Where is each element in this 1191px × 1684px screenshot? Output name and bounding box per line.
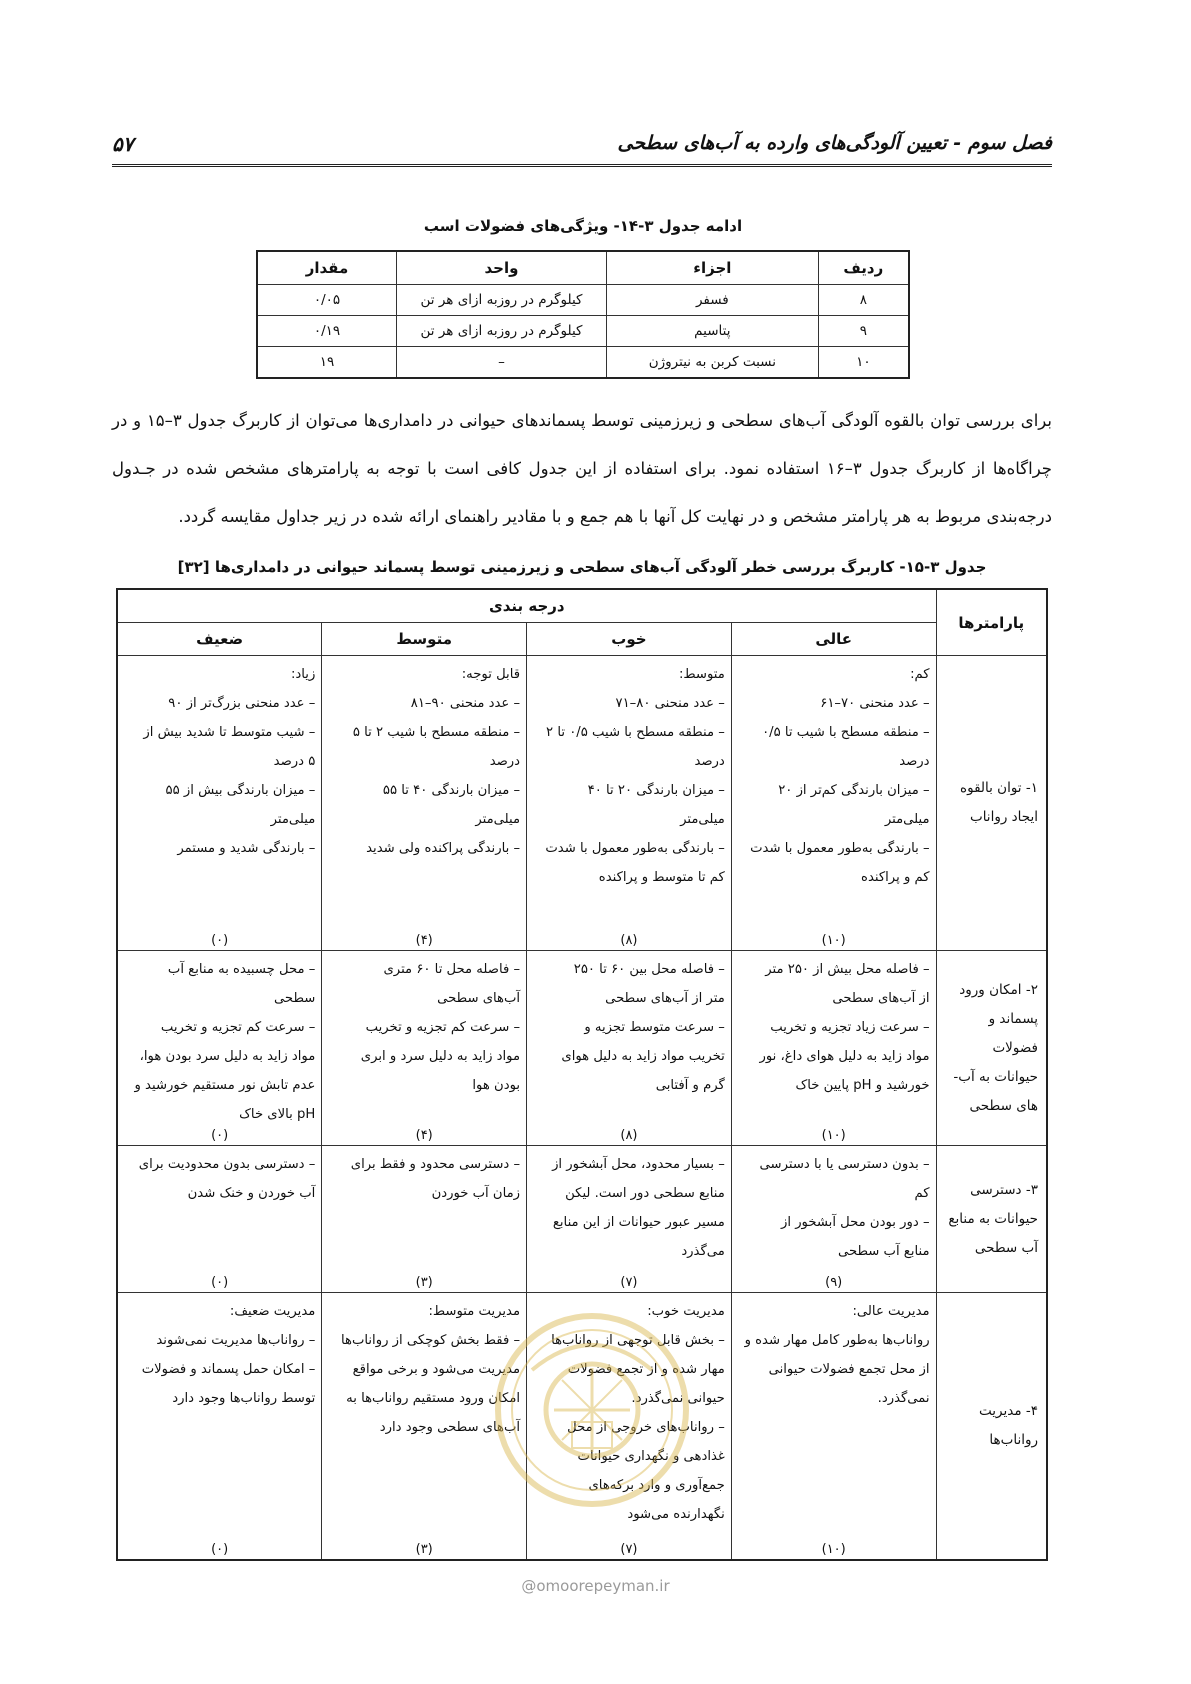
- criteria-line: قابل توجه:: [461, 667, 521, 682]
- criteria-line: مدیریت خوب:: [647, 1304, 725, 1319]
- cell-value: ۰/۱۹: [257, 316, 397, 347]
- grade-cell-weak: [117, 951, 322, 1146]
- cell-component: فسفر: [606, 285, 818, 316]
- criteria-line: میلی‌متر: [270, 812, 316, 827]
- cell-row: ۱۰: [818, 347, 909, 379]
- criteria-line: می‌گذرد: [681, 1244, 725, 1259]
- param-line: رواناب‌ها: [989, 1432, 1038, 1448]
- criteria-line: درصد: [899, 754, 930, 769]
- grade-cell-excellent: [731, 951, 936, 1146]
- criteria-line: – بارندگی پراکنده ولی شدید: [366, 841, 521, 856]
- param-line: فضولات: [992, 1039, 1038, 1056]
- cell-unit: کیلوگرم در روزبه ازای هر تن: [397, 316, 607, 347]
- grade-excellent: عالی: [731, 623, 936, 656]
- cell-unit: کیلوگرم در روزبه ازای هر تن: [397, 285, 607, 316]
- criteria-list: [533, 660, 725, 892]
- criteria-line: مواد زاید به دلیل سرد بودن هوا،: [139, 1049, 316, 1064]
- criteria-line: از آب‌های سطحی: [832, 991, 930, 1006]
- table-row: [257, 316, 909, 347]
- criteria-line: متر از آب‌های سطحی: [605, 991, 725, 1006]
- table-row: [117, 1146, 1047, 1293]
- grade-cell-medium: [322, 1146, 527, 1293]
- criteria-line: آب‌های سطحی وجود دارد: [379, 1420, 521, 1435]
- criteria-list: [533, 1150, 725, 1266]
- criteria-line: – فقط بخش کوچکی از رواناب‌ها: [340, 1333, 521, 1348]
- criteria-line: مدیریت ضعیف:: [229, 1304, 316, 1319]
- grade-cell-excellent: [731, 656, 936, 951]
- criteria-line: – منطقه مسطح با شیب ۲ تا ۵: [352, 725, 521, 740]
- grade-cell-weak: [117, 1293, 322, 1561]
- param-line: ۴- مدیریت: [979, 1403, 1038, 1419]
- criteria-line: – عدد منحنی ۹۰–۸۱: [410, 696, 521, 711]
- criteria-line: سطحی: [273, 991, 316, 1006]
- criteria-line: منابع آب سطحی: [837, 1244, 930, 1259]
- criteria-line: غذادهی و نگهداری حیوانات: [577, 1449, 725, 1464]
- criteria-list: [124, 660, 315, 863]
- param-line: پسماند و: [988, 1010, 1038, 1027]
- col-header-value: مقدار: [257, 251, 397, 285]
- cell-component: پتاسیم: [606, 316, 818, 347]
- grade-cell-good: [527, 951, 732, 1146]
- criteria-line: گرم و آفتابی: [655, 1078, 725, 1093]
- criteria-line: – میزان بارندگی ۲۰ تا ۴۰: [587, 783, 725, 798]
- criteria-line: – سرعت متوسط تجزیه و: [584, 1020, 725, 1035]
- criteria-line: زیاد:: [290, 667, 316, 682]
- criteria-line: – دور بودن محل آبشخور از: [780, 1215, 930, 1230]
- criteria-line: متوسط:: [678, 667, 725, 682]
- grade-score: (۴): [415, 1128, 433, 1143]
- criteria-line: نگهدارنده می‌شود: [627, 1507, 725, 1522]
- criteria-list: [124, 1297, 315, 1413]
- criteria-line: – بارندگی به‌طور معمول با شدت: [750, 841, 930, 856]
- criteria-line: زمان آب خوردن: [431, 1186, 521, 1201]
- criteria-line: مدیریت عالی:: [852, 1304, 930, 1319]
- grade-cell-excellent: [731, 1293, 936, 1561]
- grade-score: (۱۰): [821, 1128, 846, 1143]
- grade-score: (۰): [211, 933, 229, 948]
- criteria-line: – بارندگی به‌طور معمول با شدت: [545, 841, 725, 856]
- criteria-line: از محل تجمع فضولات حیوانی: [768, 1362, 930, 1377]
- criteria-line: – بسیار محدود، محل آبشخور از: [552, 1157, 725, 1172]
- criteria-line: – منطقه مسطح با شیب ۰/۵ تا ۲: [546, 725, 725, 740]
- criteria-list: [328, 660, 520, 863]
- cell-value: ۱۹: [257, 347, 397, 379]
- grade-score: (۳): [415, 1542, 433, 1557]
- param-line: ۱- توان بالقوه: [960, 780, 1038, 796]
- criteria-line: عدم تابش نور مستقیم خورشید و: [134, 1078, 316, 1093]
- grade-cell-weak: [117, 656, 322, 951]
- cell-value: ۰/۰۵: [257, 285, 397, 316]
- criteria-line: – میزان بارندگی ۴۰ تا ۵۵: [382, 783, 521, 798]
- criteria-line: درصد: [489, 754, 521, 769]
- criteria-line: درصد: [694, 754, 725, 769]
- criteria-line: – محل چسبیده به منابع آب: [167, 962, 316, 977]
- criteria-line: میلی‌متر: [680, 812, 725, 827]
- grade-cell-good: [527, 1146, 732, 1293]
- criteria-list: [738, 955, 930, 1100]
- page-header: [112, 128, 1052, 167]
- criteria-line: pH بالای خاک: [239, 1107, 316, 1122]
- criteria-line: مهار شده و از تجمع فضولات: [567, 1362, 725, 1377]
- criteria-line: – فاصله محل تا ۶۰ متری: [383, 962, 521, 977]
- param-line: های سطحی: [969, 1097, 1038, 1114]
- grade-score: (۴): [415, 933, 433, 948]
- grade-weak: ضعیف: [117, 623, 322, 656]
- grade-score: (۱۰): [821, 933, 846, 948]
- criteria-line: – منطقه مسطح با شیب تا ۰/۵: [762, 725, 930, 740]
- criteria-line: – میزان بارندگی بیش از ۵۵: [165, 783, 316, 798]
- grade-good: خوب: [527, 623, 732, 656]
- criteria-line: کم تا متوسط و پراکنده: [598, 870, 725, 885]
- at-icon: @: [521, 1577, 537, 1595]
- criteria-list: [124, 955, 315, 1129]
- criteria-line: – شیب متوسط تا شدید بیش از: [143, 725, 316, 740]
- grade-names-row: [117, 623, 1047, 656]
- criteria-line: کم:: [910, 667, 930, 682]
- param-line: ایجاد رواناب: [969, 809, 1038, 825]
- param-cell: [936, 1146, 1047, 1293]
- grade-score: (۰): [211, 1542, 229, 1557]
- criteria-line: جمع‌آوری و وارد برکه‌های: [588, 1478, 725, 1493]
- criteria-line: میلی‌متر: [884, 812, 930, 827]
- criteria-line: – فاصله محل بین ۶۰ تا ۲۵۰: [573, 962, 725, 977]
- criteria-list: [738, 1297, 930, 1413]
- table-row: [257, 347, 909, 379]
- criteria-line: تخریب مواد زاید به دلیل هوای: [561, 1049, 725, 1064]
- website-text: omoorepeyman.ir: [536, 1577, 670, 1595]
- param-line: ۳- دسترسی: [970, 1181, 1038, 1198]
- criteria-line: کم: [914, 1186, 930, 1201]
- criteria-line: میلی‌متر: [475, 812, 521, 827]
- grade-score: (۸): [620, 1128, 638, 1143]
- criteria-line: آب‌های سطحی: [437, 991, 521, 1006]
- grade-score: (۳): [415, 1275, 433, 1290]
- params-header: پارامترها: [936, 589, 1047, 656]
- grade-score: (۰): [211, 1275, 229, 1290]
- criteria-line: – میزان بارندگی کم‌تر از ۲۰: [778, 783, 930, 798]
- grade-cell-excellent: [731, 1146, 936, 1293]
- table-row: [117, 951, 1047, 1146]
- cell-row: ۹: [818, 316, 909, 347]
- col-header-unit: واحد: [397, 251, 607, 285]
- chapter-title: فصل سوم - تعیین آلودگی‌های وارده به آب‌های سطحی: [617, 132, 1052, 154]
- param-line: ۲- امکان ورود: [959, 981, 1038, 998]
- grade-cell-medium: [322, 656, 527, 951]
- grade-score: (۹): [825, 1275, 843, 1290]
- table1-caption: ادامه جدول ۳-۱۴- ویژگی‌های فضولات اسب: [423, 217, 743, 235]
- criteria-line: – دسترسی محدود و فقط برای: [350, 1157, 521, 1172]
- criteria-line: بودن هوا: [472, 1078, 521, 1093]
- param-cell: [936, 656, 1047, 951]
- table-header-row: [257, 251, 909, 285]
- criteria-line: – بارندگی شدید و مستمر: [177, 841, 316, 856]
- body-paragraph: برای بررسی توان بالقوه آلودگی آب‌های سطحی و زیرزمینی توسط پسماندهای حیوانی در دامداری‌ها می‌توان از کاربرگ جدول ۳–۱۵ و در چراگاه‌ها از کاربرگ جدول ۳–۱۶ استفاده نمود. برای استفاده از این جدول کافی است با توجه به پارامترهای مشخص شده در جـدول درجه‌بندی مربوط به هر پارامتر مشخص و در نهایت کل آنها با هم جمع و با مقادیر راهنمای ارائه شده در زیر جداول مقایسه گردد.: [112, 411, 1053, 526]
- criteria-line: مواد زاید به دلیل سرد و ابری: [360, 1049, 521, 1064]
- criteria-line: خورشید و pH پایین خاک: [795, 1078, 930, 1093]
- criteria-list: [328, 955, 520, 1100]
- criteria-line: رواناب‌ها به‌طور کامل مهار شده و: [744, 1333, 930, 1348]
- param-line: آب سطحی: [974, 1239, 1038, 1256]
- criteria-line: – سرعت کم تجزیه و تخریب: [160, 1020, 316, 1035]
- criteria-line: مدیریت متوسط:: [428, 1304, 521, 1319]
- page-number: ۵۷: [112, 132, 134, 156]
- cell-row: ۸: [818, 285, 909, 316]
- param-line: حیوانات به منابع: [948, 1210, 1038, 1227]
- grade-score: (۸): [620, 933, 638, 948]
- table2-caption: جدول ۳-۱۵- کاربرگ بررسی خطر آلودگی آب‌های سطحی و زیرزمینی توسط پسماند حیوانی در دامداری‌ها [۳۲]: [177, 558, 987, 576]
- criteria-list: [738, 1150, 930, 1266]
- criteria-line: کم و پراکنده: [861, 870, 930, 885]
- grading-header: درجه بندی: [117, 589, 936, 623]
- criteria-line: – عدد منحنی ۸۰–۷۱: [615, 696, 725, 711]
- param-line: حیوانات به آب-: [953, 1068, 1038, 1085]
- criteria-line: آب خوردن و خنک شدن: [187, 1186, 316, 1201]
- grade-score: (۷): [620, 1542, 638, 1557]
- criteria-line: حیوانی نمی‌گذرد.: [631, 1391, 725, 1406]
- website-footer: [0, 1577, 1191, 1595]
- grade-cell-weak: [117, 1146, 322, 1293]
- grading-header-row: [117, 589, 1047, 623]
- grade-score: (۰): [211, 1128, 229, 1143]
- criteria-line: – عدد منحنی بزرگ‌تر از ۹۰: [168, 696, 316, 711]
- criteria-line: – بخش قابل توجهی از رواناب‌ها: [551, 1333, 725, 1348]
- criteria-line: منابع سطحی دور است. لیکن: [565, 1186, 725, 1201]
- table-row: [117, 656, 1047, 951]
- criteria-list: [738, 660, 930, 892]
- criteria-line: امکان ورود مستقیم رواناب‌ها به: [346, 1391, 521, 1406]
- grade-score: (۱۰): [821, 1542, 846, 1557]
- criteria-line: توسط رواناب‌ها وجود دارد: [172, 1391, 316, 1406]
- criteria-line: – سرعت کم تجزیه و تخریب: [365, 1020, 521, 1035]
- param-cell: [936, 951, 1047, 1146]
- grade-cell-medium: [322, 951, 527, 1146]
- criteria-line: نمی‌گذرد.: [877, 1391, 930, 1406]
- criteria-line: – رواناب‌های خروجی از محل: [567, 1420, 725, 1435]
- criteria-line: مدیریت می‌شود و برخی مواقع: [352, 1362, 521, 1377]
- criteria-list: [124, 1150, 315, 1208]
- horse-manure-table: [256, 250, 910, 379]
- cell-component: نسبت کربن به نیتروژن: [606, 347, 818, 379]
- cell-unit: –: [397, 347, 607, 379]
- criteria-line: – فاصله محل بیش از ۲۵۰ متر: [765, 962, 930, 977]
- col-header-component: اجزاء: [606, 251, 818, 285]
- col-header-row: ردیف: [818, 251, 909, 285]
- grade-score: (۷): [620, 1275, 638, 1290]
- criteria-line: – سرعت زیاد تجزیه و تخریب: [770, 1020, 930, 1035]
- grade-medium: متوسط: [322, 623, 527, 656]
- criteria-line: – رواناب‌ها مدیریت نمی‌شوند: [156, 1333, 316, 1348]
- criteria-line: ۵ درصد: [273, 754, 316, 769]
- criteria-line: – دسترسی بدون محدودیت برای: [138, 1157, 316, 1172]
- criteria-line: مواد زاید به دلیل هوای داغ، نور: [759, 1049, 930, 1064]
- criteria-line: – بدون دسترسی یا با دسترسی: [759, 1157, 930, 1172]
- publisher-seal-watermark: [492, 1310, 692, 1510]
- criteria-list: [533, 955, 725, 1100]
- criteria-list: [328, 1150, 520, 1208]
- criteria-line: – امکان حمل پسماند و فضولات: [141, 1362, 316, 1377]
- criteria-line: – عدد منحنی ۷۰–۶۱: [820, 696, 930, 711]
- table-row: [257, 285, 909, 316]
- param-cell: [936, 1293, 1047, 1561]
- grade-cell-good: [527, 656, 732, 951]
- criteria-line: مسیر عبور حیوانات از این منابع: [552, 1215, 725, 1230]
